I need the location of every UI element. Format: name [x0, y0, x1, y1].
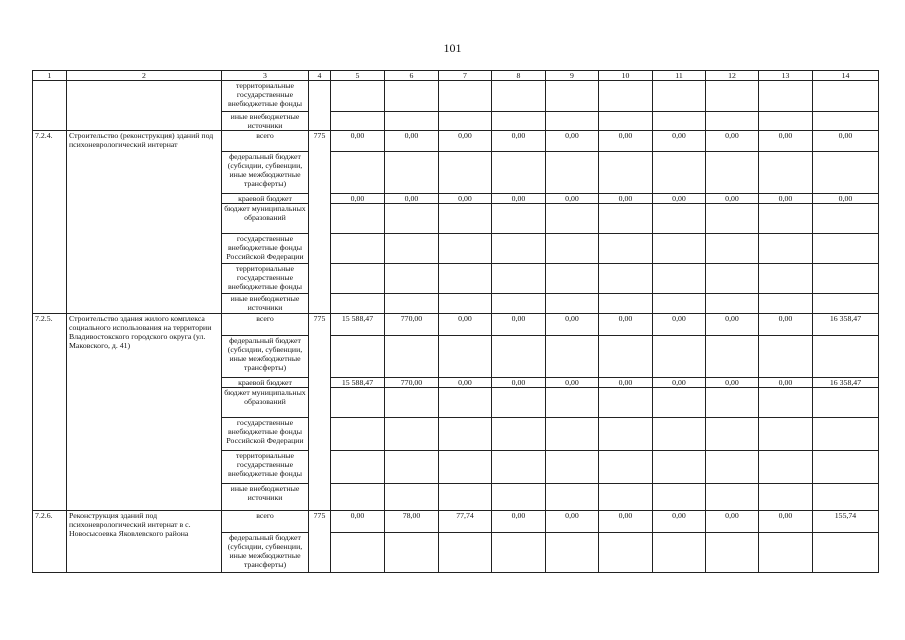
- source-cell: краевой бюджет: [222, 194, 309, 204]
- value-cell: 0,00: [599, 511, 653, 533]
- value-cell: 0,00: [653, 131, 706, 152]
- value-cell: 0,00: [546, 194, 599, 204]
- value-cell: 0,00: [813, 194, 879, 204]
- value-cell: 0,00: [546, 511, 599, 533]
- value-cell: 0,00: [492, 194, 546, 204]
- value-cell: 15 588,47: [331, 314, 385, 336]
- col-header: 7: [439, 71, 492, 81]
- table-row: [33, 131, 879, 152]
- source-cell: территориальные государственные внебюджетные фонды: [222, 264, 309, 294]
- value-cell: 0,00: [331, 511, 385, 533]
- value-cell: 0,00: [706, 511, 759, 533]
- item-code: 7.2.6.: [33, 511, 67, 573]
- value-cell: 0,00: [439, 314, 492, 336]
- source-cell: всего: [222, 314, 309, 336]
- source-cell: федеральный бюджет (субсидии, субвенции, иные межбюджетные трансферты): [222, 152, 309, 194]
- col-header: 9: [546, 71, 599, 81]
- item-name: Строительство здания жилого комплекса социального использования на территории Владивостокского городского округа (ул. Маковского, д. 41): [67, 314, 222, 511]
- value-cell: 0,00: [385, 131, 439, 152]
- value-cell: 0,00: [546, 378, 599, 388]
- value-cell: 0,00: [439, 131, 492, 152]
- col-header: 5: [331, 71, 385, 81]
- source-cell: государственные внебюджетные фонды Российской Федерации: [222, 234, 309, 264]
- col-header: 13: [759, 71, 813, 81]
- value-cell: 0,00: [546, 314, 599, 336]
- value-cell: 0,00: [599, 131, 653, 152]
- col-header: 14: [813, 71, 879, 81]
- budget-table: [32, 70, 879, 573]
- value-cell: 0,00: [759, 194, 813, 204]
- value-cell: 0,00: [759, 131, 813, 152]
- table-row: [33, 81, 879, 112]
- item-name: Строительство (реконструкция) зданий под психоневрологический интернат: [67, 131, 222, 314]
- col4-cell: 775: [309, 511, 331, 573]
- source-cell: государственные внебюджетные фонды Российской Федерации: [222, 418, 309, 451]
- value-cell: 0,00: [492, 314, 546, 336]
- value-cell: 0,00: [706, 314, 759, 336]
- value-cell: 0,00: [492, 378, 546, 388]
- value-cell: 16 358,47: [813, 378, 879, 388]
- source-cell: территориальные государственные внебюджетные фонды: [222, 451, 309, 484]
- source-cell: федеральный бюджет (субсидии, субвенции, иные межбюджетные трансферты): [222, 533, 309, 573]
- value-cell: 770,00: [385, 314, 439, 336]
- value-cell: 15 588,47: [331, 378, 385, 388]
- source-cell: иные внебюджетные источники: [222, 484, 309, 511]
- source-cell: всего: [222, 131, 309, 152]
- value-cell: 0,00: [653, 511, 706, 533]
- value-cell: 78,00: [385, 511, 439, 533]
- col4-cell: 775: [309, 314, 331, 511]
- col-header: 6: [385, 71, 439, 81]
- value-cell: 0,00: [492, 511, 546, 533]
- table-row: [33, 314, 879, 336]
- value-cell: 0,00: [385, 194, 439, 204]
- value-cell: 0,00: [331, 194, 385, 204]
- col-header: 4: [309, 71, 331, 81]
- value-cell: 0,00: [546, 131, 599, 152]
- value-cell: 0,00: [759, 511, 813, 533]
- value-cell: 0,00: [706, 194, 759, 204]
- source-cell: бюджет муниципальных образований: [222, 388, 309, 418]
- header-row: [33, 71, 879, 81]
- value-cell: 77,74: [439, 511, 492, 533]
- col-header: 8: [492, 71, 546, 81]
- value-cell: 0,00: [599, 194, 653, 204]
- value-cell: 0,00: [653, 194, 706, 204]
- col4-cell: 775: [309, 131, 331, 314]
- value-cell: 0,00: [706, 131, 759, 152]
- value-cell: 0,00: [331, 131, 385, 152]
- table-row: [33, 511, 879, 533]
- col-header: 12: [706, 71, 759, 81]
- col-header: 11: [653, 71, 706, 81]
- source-cell: территориальные государственные внебюджетные фонды: [222, 81, 309, 112]
- col-header: 10: [599, 71, 653, 81]
- source-cell: федеральный бюджет (субсидии, субвенции, иные межбюджетные трансферты): [222, 336, 309, 378]
- value-cell: 0,00: [813, 131, 879, 152]
- value-cell: 0,00: [599, 314, 653, 336]
- value-cell: 0,00: [439, 194, 492, 204]
- col-header: 2: [67, 71, 222, 81]
- value-cell: 0,00: [653, 378, 706, 388]
- page-number: 101: [443, 41, 462, 55]
- value-cell: 0,00: [759, 314, 813, 336]
- item-code: 7.2.4.: [33, 131, 67, 314]
- value-cell: 0,00: [599, 378, 653, 388]
- source-cell: краевой бюджет: [222, 378, 309, 388]
- value-cell: 0,00: [706, 378, 759, 388]
- value-cell: 0,00: [439, 378, 492, 388]
- value-cell: 0,00: [492, 131, 546, 152]
- source-cell: иные внебюджетные источники: [222, 112, 309, 131]
- col-header: 1: [33, 71, 67, 81]
- item-name: Реконструкция зданий под психоневрологический интернат в с. Новосысоевка Яковлевского района: [67, 511, 222, 573]
- source-cell: бюджет муниципальных образований: [222, 204, 309, 234]
- value-cell: 155,74: [813, 511, 879, 533]
- value-cell: 0,00: [759, 378, 813, 388]
- source-cell: всего: [222, 511, 309, 533]
- value-cell: 16 358,47: [813, 314, 879, 336]
- value-cell: 0,00: [653, 314, 706, 336]
- item-code: 7.2.5.: [33, 314, 67, 511]
- source-cell: иные внебюджетные источники: [222, 294, 309, 314]
- value-cell: 770,00: [385, 378, 439, 388]
- col-header: 3: [222, 71, 309, 81]
